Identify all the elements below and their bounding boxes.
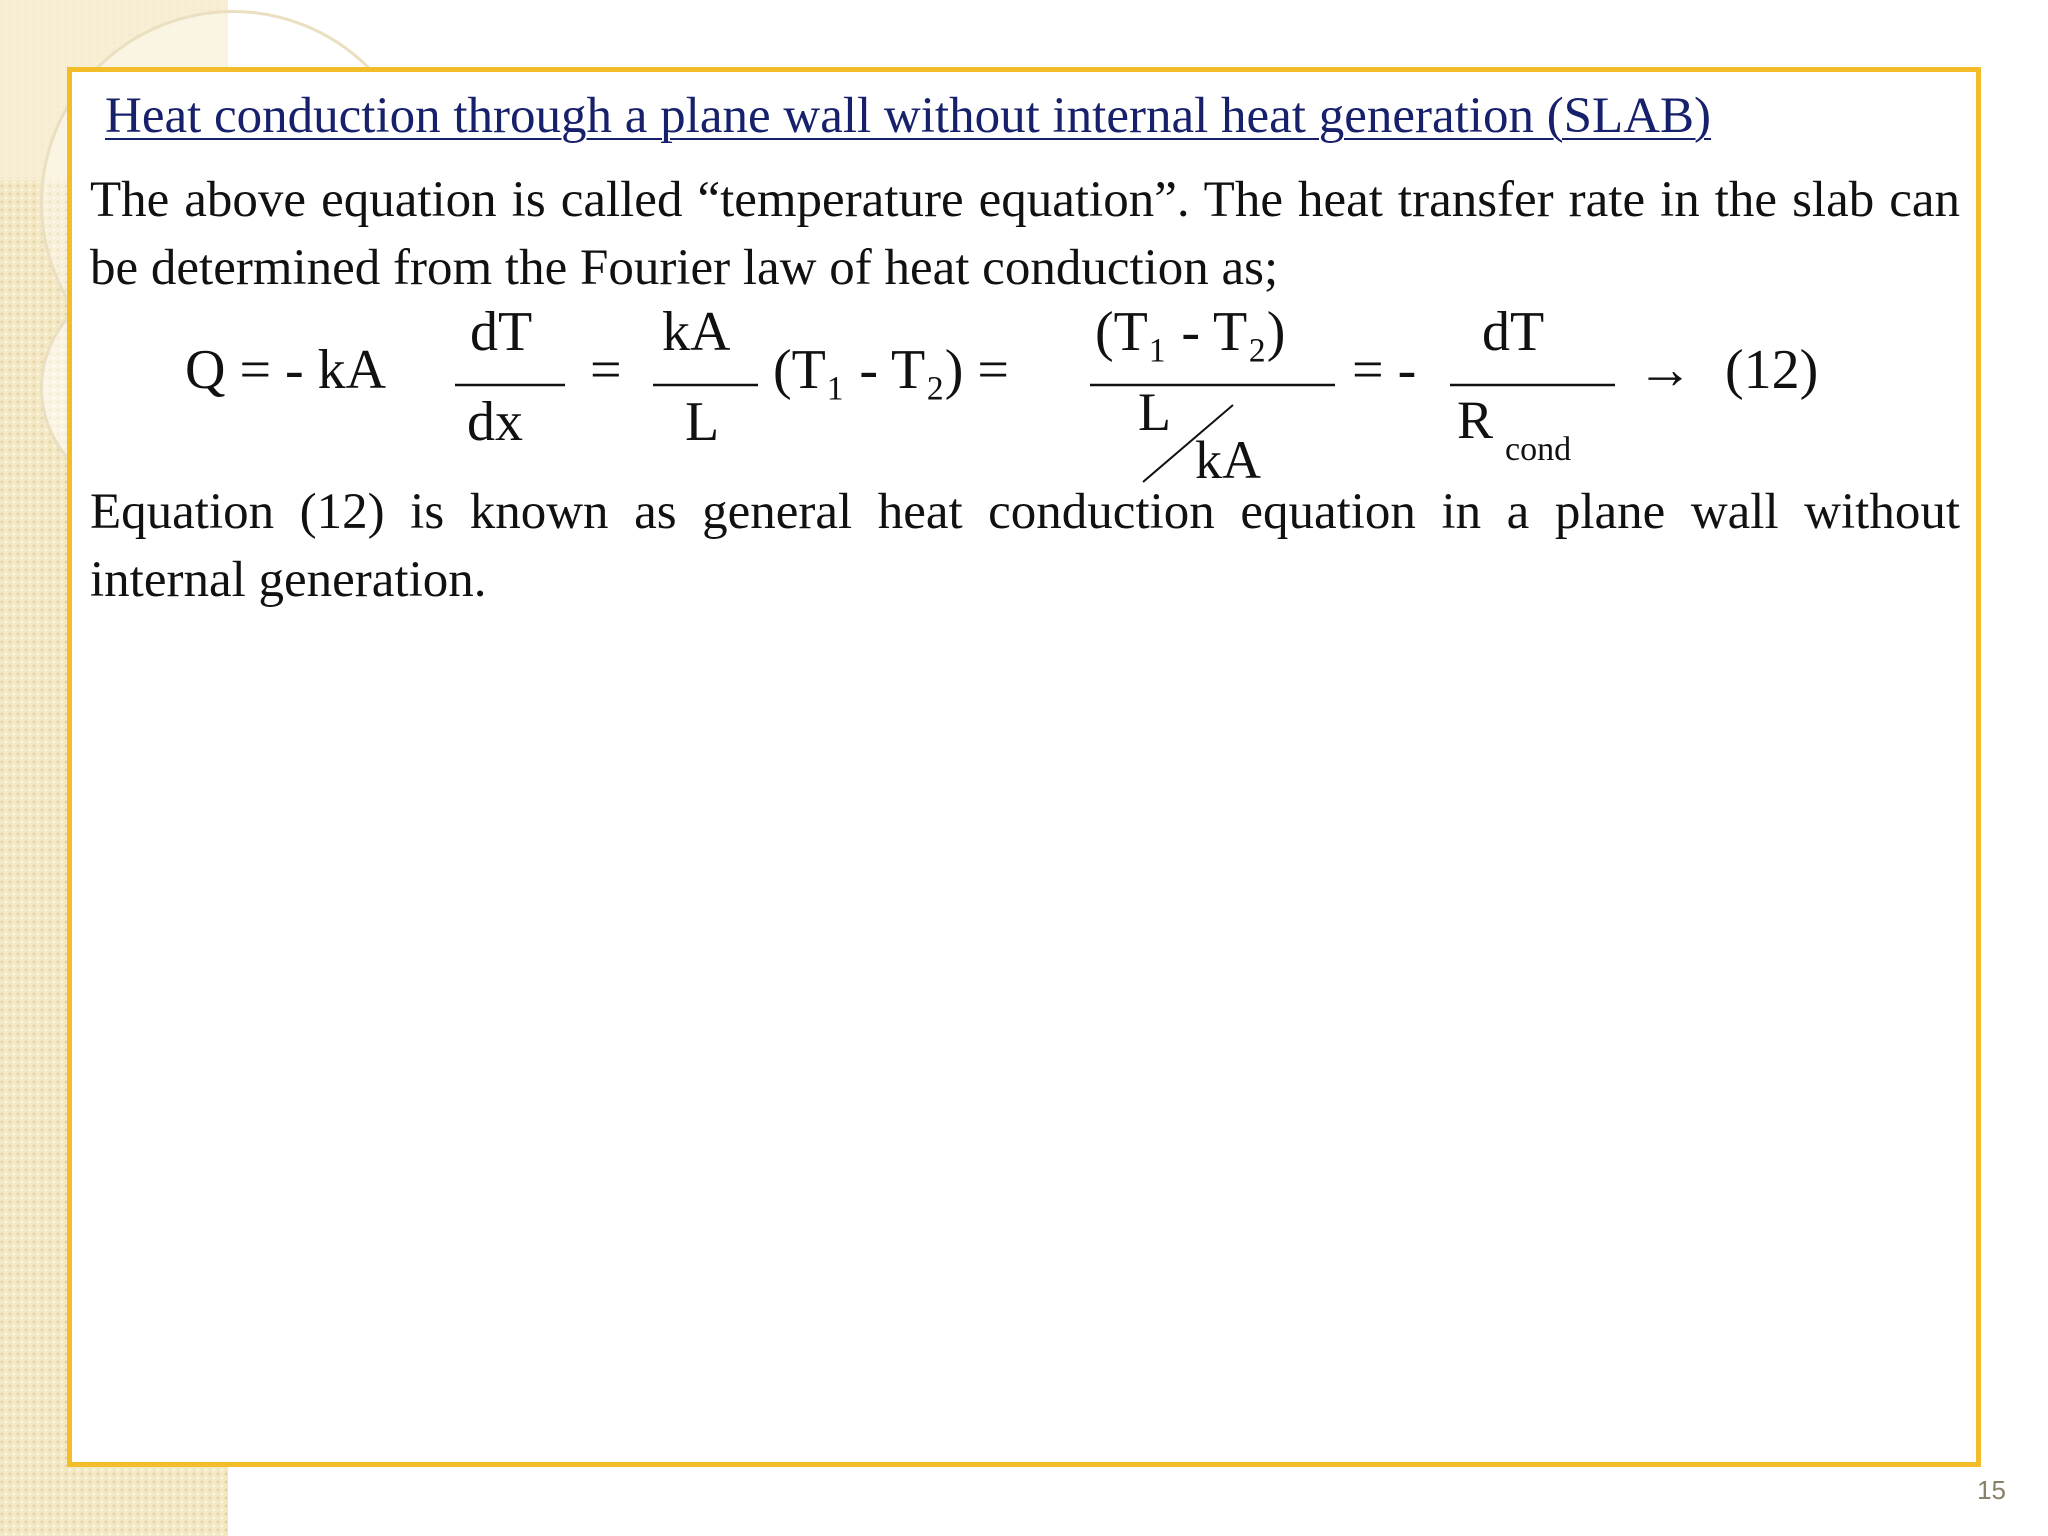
equation-term3-denominator-kA: kA bbox=[1195, 430, 1261, 490]
equation-term2-tail: (T₁ - T₂) = bbox=[773, 339, 1009, 401]
equation-term1-numerator: dT bbox=[470, 310, 533, 363]
equation-lhs: Q = - kA bbox=[185, 339, 387, 401]
equation-term1-denominator: dx bbox=[467, 391, 523, 453]
equation-term4-denominator-R: R bbox=[1457, 390, 1494, 450]
equation-svg bbox=[175, 310, 1875, 490]
slide-title: Heat conduction through a plane wall without internal heat generation (SLAB) bbox=[105, 88, 1712, 144]
equation-term4-denominator-sub: cond bbox=[1505, 431, 1572, 468]
equation-label: (12) bbox=[1725, 339, 1819, 401]
equation-equals-1: = bbox=[590, 339, 622, 401]
paragraph-conclusion: Equation (12) is known as general heat conduction equation in a plane wall without internal generation. bbox=[90, 484, 1960, 608]
equation-term3-denominator-L: L bbox=[1138, 382, 1171, 442]
equation-term2-numerator: kA bbox=[662, 310, 731, 363]
equation-term3-numerator: (T₁ - T₂) bbox=[1095, 310, 1286, 363]
equation-equals-minus: = - bbox=[1352, 339, 1417, 401]
equation-12 bbox=[175, 310, 1875, 490]
paragraph-intro: The above equation is called “temperature equation”. The heat transfer rate in the slab can be determined from the Fourier law of heat conduction as; bbox=[90, 172, 1960, 296]
equation-arrow: → bbox=[1637, 339, 1693, 401]
equation-term4-numerator: dT bbox=[1482, 310, 1545, 363]
slide-number: 15 bbox=[1977, 1475, 2006, 1505]
equation-term2-denominator: L bbox=[685, 391, 720, 453]
